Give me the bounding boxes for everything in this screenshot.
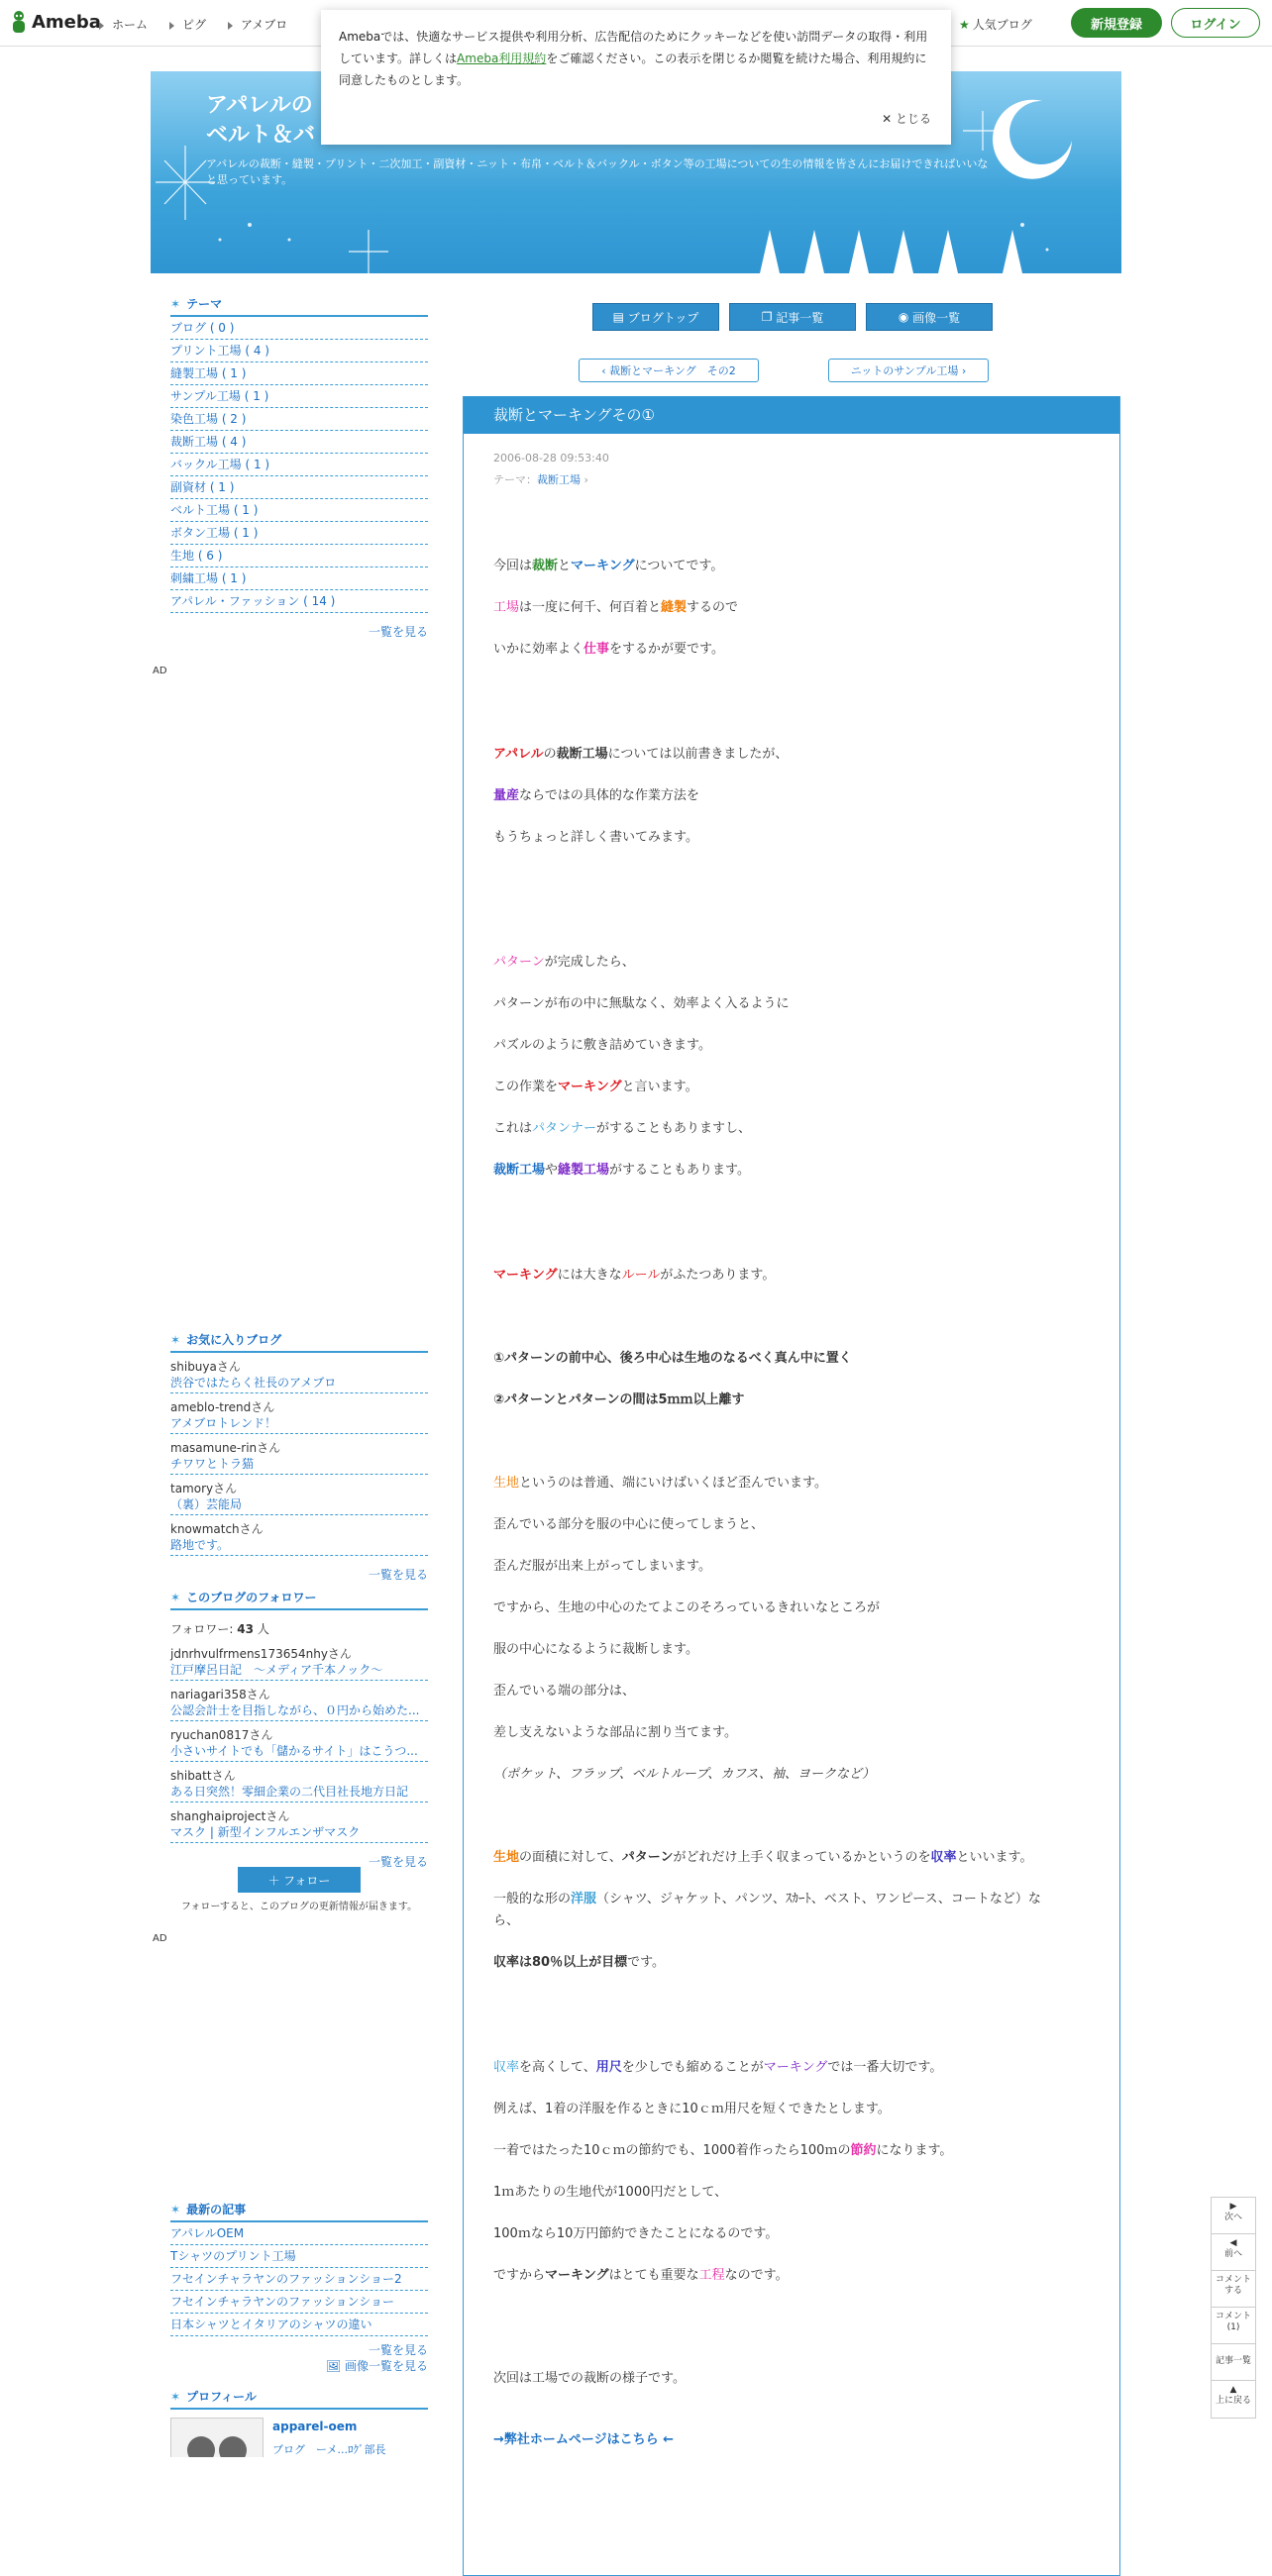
follower-blog-link[interactable]: 江戸摩呂日記 ～メディア千本ノック～ (170, 1662, 428, 1681)
theme-item[interactable]: 生地 ( 6 ) (170, 545, 428, 567)
theme-heading-text: テーマ (186, 297, 223, 311)
body-line: ら、 (493, 1913, 520, 1928)
theme-item[interactable]: ボタン工場 ( 1 ) (170, 522, 428, 545)
entry-list-button[interactable]: 記事一覧 (1212, 2344, 1255, 2381)
latest-post-link[interactable]: Tシャツのプリント工場 (170, 2245, 428, 2268)
article-date: 2006-08-28 09:53:40 (493, 452, 609, 464)
body-line: 生地の面積に対して、パターンがどれだけ上手く収まっているかというのを収率といいます。 (493, 1850, 1033, 1865)
follower-unit: 人 (257, 1622, 269, 1636)
next-button[interactable] (1212, 2198, 1255, 2234)
body-line: この作業をマーキングと言います。 (493, 1080, 698, 1094)
fav-user: tamoryさん (170, 1482, 238, 1495)
body-line: マーキングには大きなルールがふたつあります。 (493, 1268, 776, 1283)
latest-post-link[interactable]: アパレルOEM (170, 2222, 428, 2245)
theme-item[interactable]: アパレル・ファッション ( 14 ) (170, 590, 428, 613)
image-list-label: 画像一覧を見る (344, 2359, 428, 2373)
chevron-left-icon: ‹ (601, 363, 610, 377)
leaf-icon: ✶ (170, 1591, 181, 1604)
cookie-text-1: Amebaでは、快適なサービス提供や利用分析、広告配信のためにクッキーなどを使い訪問データの取得・利用しています。詳しくは (339, 30, 928, 65)
next-label: 次へ (1223, 2213, 1242, 2222)
image-list-link[interactable] (170, 2358, 428, 2374)
blog-title-line2: ベルト＆バ (206, 123, 316, 148)
follow-note: フォローすると、このブログの更新情報が届きます。 (180, 1902, 418, 1912)
chevron-right-icon: › (581, 473, 588, 486)
body-line: 1ｍあたりの生地代が1000円だとして、 (493, 2185, 728, 2200)
article-title[interactable]: 裁断とマーキングその① (464, 396, 1119, 434)
fav-blog-link[interactable]: チワワとトラ猫 (170, 1456, 428, 1475)
camera-icon: ◉ (898, 310, 913, 324)
theme-item[interactable]: 染色工場 ( 2 ) (170, 408, 428, 431)
fav-heading-text: お気に入りブログ (186, 1333, 282, 1347)
image-icon: 🖼 (325, 2359, 345, 2373)
leaf-icon: ✶ (170, 2203, 181, 2216)
register-button[interactable]: 新規登録 (1071, 8, 1162, 38)
follower-count: 43 (237, 1622, 254, 1636)
follower-blog-link[interactable]: 小さいサイトでも「儲かるサイト」はこうつ... (170, 1743, 428, 1762)
fav-user: masamune-rinさん (170, 1441, 281, 1455)
fav-more-link[interactable]: 一覧を見る (368, 1568, 428, 1582)
body-line: いかに効率よく仕事をするかが要です。 (493, 642, 724, 657)
theme-item[interactable]: 裁断工場 ( 4 ) (170, 431, 428, 454)
body-line: 収率は80％以上が目標です。 (493, 1955, 666, 1970)
article-theme (493, 471, 588, 487)
theme-section (170, 295, 428, 643)
article-theme-link[interactable]: 裁断工場 (537, 473, 581, 486)
ad-label: AD (153, 666, 167, 676)
body-line: 次回は工場での裁断の様子です。 (493, 2371, 686, 2386)
cookie-notice (321, 10, 951, 145)
body-line: 工場は一度に何千、何百着と縫製するので (493, 600, 739, 615)
follow-button[interactable] (238, 1867, 361, 1893)
company-homepage-link[interactable]: →弊社ホームページはこちら ← (493, 2432, 675, 2447)
scroll-top-button[interactable] (1212, 2381, 1255, 2418)
floating-nav (1211, 2197, 1256, 2419)
follower-user: ryuchan0817さん (170, 1728, 273, 1742)
fav-user: ameblo-trendさん (170, 1400, 275, 1414)
article-theme-label: テーマ： (493, 473, 537, 486)
top-nav (99, 16, 287, 33)
latest-post-link[interactable]: フセインチャラヤンのファッションショー (170, 2291, 428, 2314)
tab-blog-top-label: ブログトップ (627, 310, 699, 325)
body-line: パズルのように敷き詰めていきます。 (493, 1038, 711, 1053)
theme-item[interactable]: 縫製工場 ( 1 ) (170, 362, 428, 385)
follower-label: フォロワー: (170, 1622, 234, 1636)
fav-user: shibuyaさん (170, 1360, 241, 1374)
comment-button[interactable]: コメントする (1212, 2271, 1255, 2308)
latest-more-link[interactable]: 一覧を見る (368, 2343, 428, 2357)
body-line: これはパタンナーがすることもありますし、 (493, 1121, 752, 1136)
body-line: ②パターンとパターンの間は5ｍｍ以上離す (493, 1392, 745, 1407)
nav-ameblo[interactable]: アメブロ (228, 16, 287, 33)
profile-name[interactable]: apparel-oem (272, 2420, 358, 2433)
nav-pigg[interactable]: ピグ (169, 16, 206, 33)
latest-post-link[interactable]: フセインチャラヤンのファッションショー2 (170, 2268, 428, 2291)
leaf-icon: ✶ (170, 2390, 181, 2404)
ameba-mark-icon (10, 10, 28, 34)
avatar[interactable] (170, 2418, 264, 2457)
tab-image-list[interactable] (866, 303, 993, 331)
list-icon: ❐ (761, 310, 777, 324)
fav-blog-link[interactable]: 路地です。 (170, 1537, 428, 1556)
theme-more-link[interactable]: 一覧を見る (368, 625, 428, 639)
chevron-right-icon: › (958, 363, 967, 377)
body-line: ですからマーキングはとても重要な工程なのです。 (493, 2268, 789, 2283)
follower-user: shanghaiprojectさん (170, 1809, 290, 1823)
followers-heading-text: このブログのフォロワー (186, 1591, 317, 1604)
next-entry-link[interactable] (828, 359, 989, 382)
profile-card (170, 2418, 428, 2457)
comment-count-button[interactable]: コメント(1) (1212, 2308, 1255, 2344)
close-icon: ✕ (882, 112, 896, 126)
latest-heading-text: 最新の記事 (186, 2203, 247, 2216)
body-line: ①パターンの前中心、後ろ中心は生地のなるべく真ん中に置く (493, 1351, 852, 1366)
theme-item[interactable]: サンプル工場 ( 1 ) (170, 385, 428, 408)
triangle-left-icon: ◀ (1229, 2238, 1237, 2248)
article (463, 396, 1120, 2576)
follower-count-row (170, 1618, 428, 1640)
theme-item[interactable]: ブログ ( 0 ) (170, 317, 428, 340)
body-line: 裁断工場や縫製工場がすることもあります。 (493, 1163, 751, 1178)
follower-blog-link[interactable]: 公認会計士を目指しながら、０円から始めた... (170, 1702, 428, 1721)
fav-heading (170, 1331, 428, 1353)
theme-item[interactable]: 刺繍工場 ( 1 ) (170, 567, 428, 590)
blog-title[interactable] (206, 91, 315, 151)
prev-entry-link[interactable] (579, 359, 759, 382)
fav-blog-link[interactable]: 渋谷ではたらく社長のアメブロ (170, 1375, 428, 1393)
prev-label: 前へ (1223, 2249, 1242, 2259)
scroll-top-label: 上に戻る (1215, 2396, 1251, 2406)
profile-subtitle: ブログ ーメ...ﾛｸﾞ部長 (272, 2443, 386, 2456)
fav-blog-link[interactable]: （裏）芸能局 (170, 1496, 428, 1515)
followers-section (170, 1589, 428, 1873)
latest-post-link[interactable]: 日本シャツとイタリアのシャツの違い (170, 2314, 428, 2336)
body-line: 一着ではたった10ｃｍの節約でも、1000着作ったら100ｍの節約になります。 (493, 2143, 953, 2158)
follower-user: jdnrhvulfrmens173654nhyさん (170, 1647, 352, 1661)
body-line: パターンが完成したら、 (493, 955, 635, 970)
theme-item[interactable]: 副資材 ( 1 ) (170, 476, 428, 499)
login-button[interactable]: ログイン (1171, 8, 1260, 38)
fav-user: knowmatchさん (170, 1522, 264, 1536)
cookie-close-button[interactable] (882, 110, 931, 127)
follower-user: nariagari358さん (170, 1688, 270, 1701)
profile-heading (170, 2388, 428, 2410)
latest-heading (170, 2201, 428, 2222)
body-line: パターンが布の中に無駄なく、効率よく入るように (493, 996, 790, 1011)
body-line: 今回は裁断とマーキングについてです。 (493, 559, 724, 573)
tab-entry-list[interactable] (729, 303, 856, 331)
favorite-blogs-section (170, 1331, 428, 1586)
follower-blog-link[interactable]: ある日突然！零細企業の二代目社長地方日記 (170, 1784, 428, 1803)
plus-icon: ＋ (267, 1873, 283, 1888)
theme-item[interactable]: プリント工場 ( 4 ) (170, 340, 428, 362)
ameba-logo-text: Ameba (32, 11, 101, 33)
body-line: 歪んだ服が出来上がってしまいます。 (493, 1559, 711, 1574)
leaf-icon: ✶ (170, 1333, 181, 1347)
body-line: 歪んでいる部分を服の中心に使ってしまうと、 (493, 1517, 765, 1532)
follower-user: shibattさん (170, 1769, 236, 1783)
tab-entry-list-label: 記事一覧 (776, 310, 824, 325)
body-line: 例えば、1着の洋服を作るときに10ｃｍ用尺を短くできたとします。 (493, 2102, 891, 2116)
body-line: もうちょっと詳しく書いてみます。 (493, 830, 698, 845)
body-line: ですから、生地の中心のたてよこのそろっているきれいなところが (493, 1600, 881, 1615)
body-line: 生地というのは普通、端にいけばいくほど歪んでいます。 (493, 1476, 827, 1491)
triangle-right-icon: ▶ (1229, 2202, 1237, 2212)
body-line: 差し支えないような部品に割り当てます。 (493, 1725, 737, 1740)
next-entry-label: ニットのサンプル工場 (850, 364, 959, 377)
ad-label: AD (153, 1933, 167, 1944)
follower-blog-link[interactable]: マスク | 新型インフルエンザマスク (170, 1824, 428, 1843)
body-line: 収率を高くして、用尺を少しでも縮めることがマーキングでは一番大切です。 (493, 2060, 943, 2075)
latest-posts-section (170, 2201, 428, 2457)
blog-description: アパレルの裁断・縫製・プリント・二次加工・副資材・ニット・布帛・ベルト＆バックル・ボタン等の工場についての生の情報を皆さんにお届けできればいいなと思っています。 (206, 157, 989, 186)
theme-item[interactable]: バックル工場 ( 1 ) (170, 454, 428, 476)
triangle-up-icon: ▲ (1229, 2385, 1237, 2395)
body-line: （ポケット、フラップ、ベルトループ、カフス、袖、ヨークなど） (493, 1767, 876, 1782)
theme-heading (170, 295, 428, 317)
cookie-text-2: をご確認ください。この表示を閉じるか閲覧を続けた場合、利用規約に同意したものとします。 (339, 52, 927, 87)
body-line: 量産ならではの具体的な作業方法を (493, 788, 699, 803)
profile-heading-text: プロフィール (186, 2390, 257, 2404)
popular-label: 人気ブログ (972, 18, 1032, 32)
theme-item[interactable]: ベルト工場 ( 1 ) (170, 499, 428, 522)
body-line: 歪んでいる端の部分は、 (493, 1684, 636, 1699)
followers-more-link[interactable]: 一覧を見る (368, 1855, 428, 1869)
leaf-icon: ✶ (170, 297, 181, 311)
body-line: 服の中心になるように裁断します。 (493, 1642, 698, 1657)
followers-heading (170, 1589, 428, 1610)
nav-home[interactable]: ホーム (99, 16, 148, 33)
blog-tabs (592, 303, 993, 331)
tab-image-list-label: 画像一覧 (912, 310, 961, 325)
fav-blog-link[interactable]: アメブロトレンド！ (170, 1415, 428, 1434)
blog-title-line1: アパレルの (206, 93, 313, 118)
popular-blog-link[interactable] (959, 16, 1032, 33)
body-line: 一般的な形の洋服（シャツ、ジャケット、パンツ、ｽｶｰﾄ、ベスト、ワンピース、コートなど）な (493, 1892, 1041, 1906)
body-line: アパレルの裁断工場については以前書きましたが、 (493, 747, 789, 762)
body-line: 100ｍなら10万円節約できたことになるのです。 (493, 2226, 779, 2241)
follow-button-label: フォロー (282, 1873, 331, 1888)
cookie-text (339, 26, 933, 91)
cookie-close-label: とじる (895, 112, 931, 126)
prev-entry-label: 裁断とマーキング その2 (609, 364, 736, 377)
tab-blog-top[interactable] (592, 303, 719, 331)
home-icon: ▤ (612, 310, 628, 324)
crown-icon: ★ (959, 18, 970, 32)
prev-button[interactable] (1212, 2234, 1255, 2271)
ameba-logo[interactable] (10, 10, 101, 34)
terms-link[interactable]: Ameba利用規約 (457, 52, 547, 65)
